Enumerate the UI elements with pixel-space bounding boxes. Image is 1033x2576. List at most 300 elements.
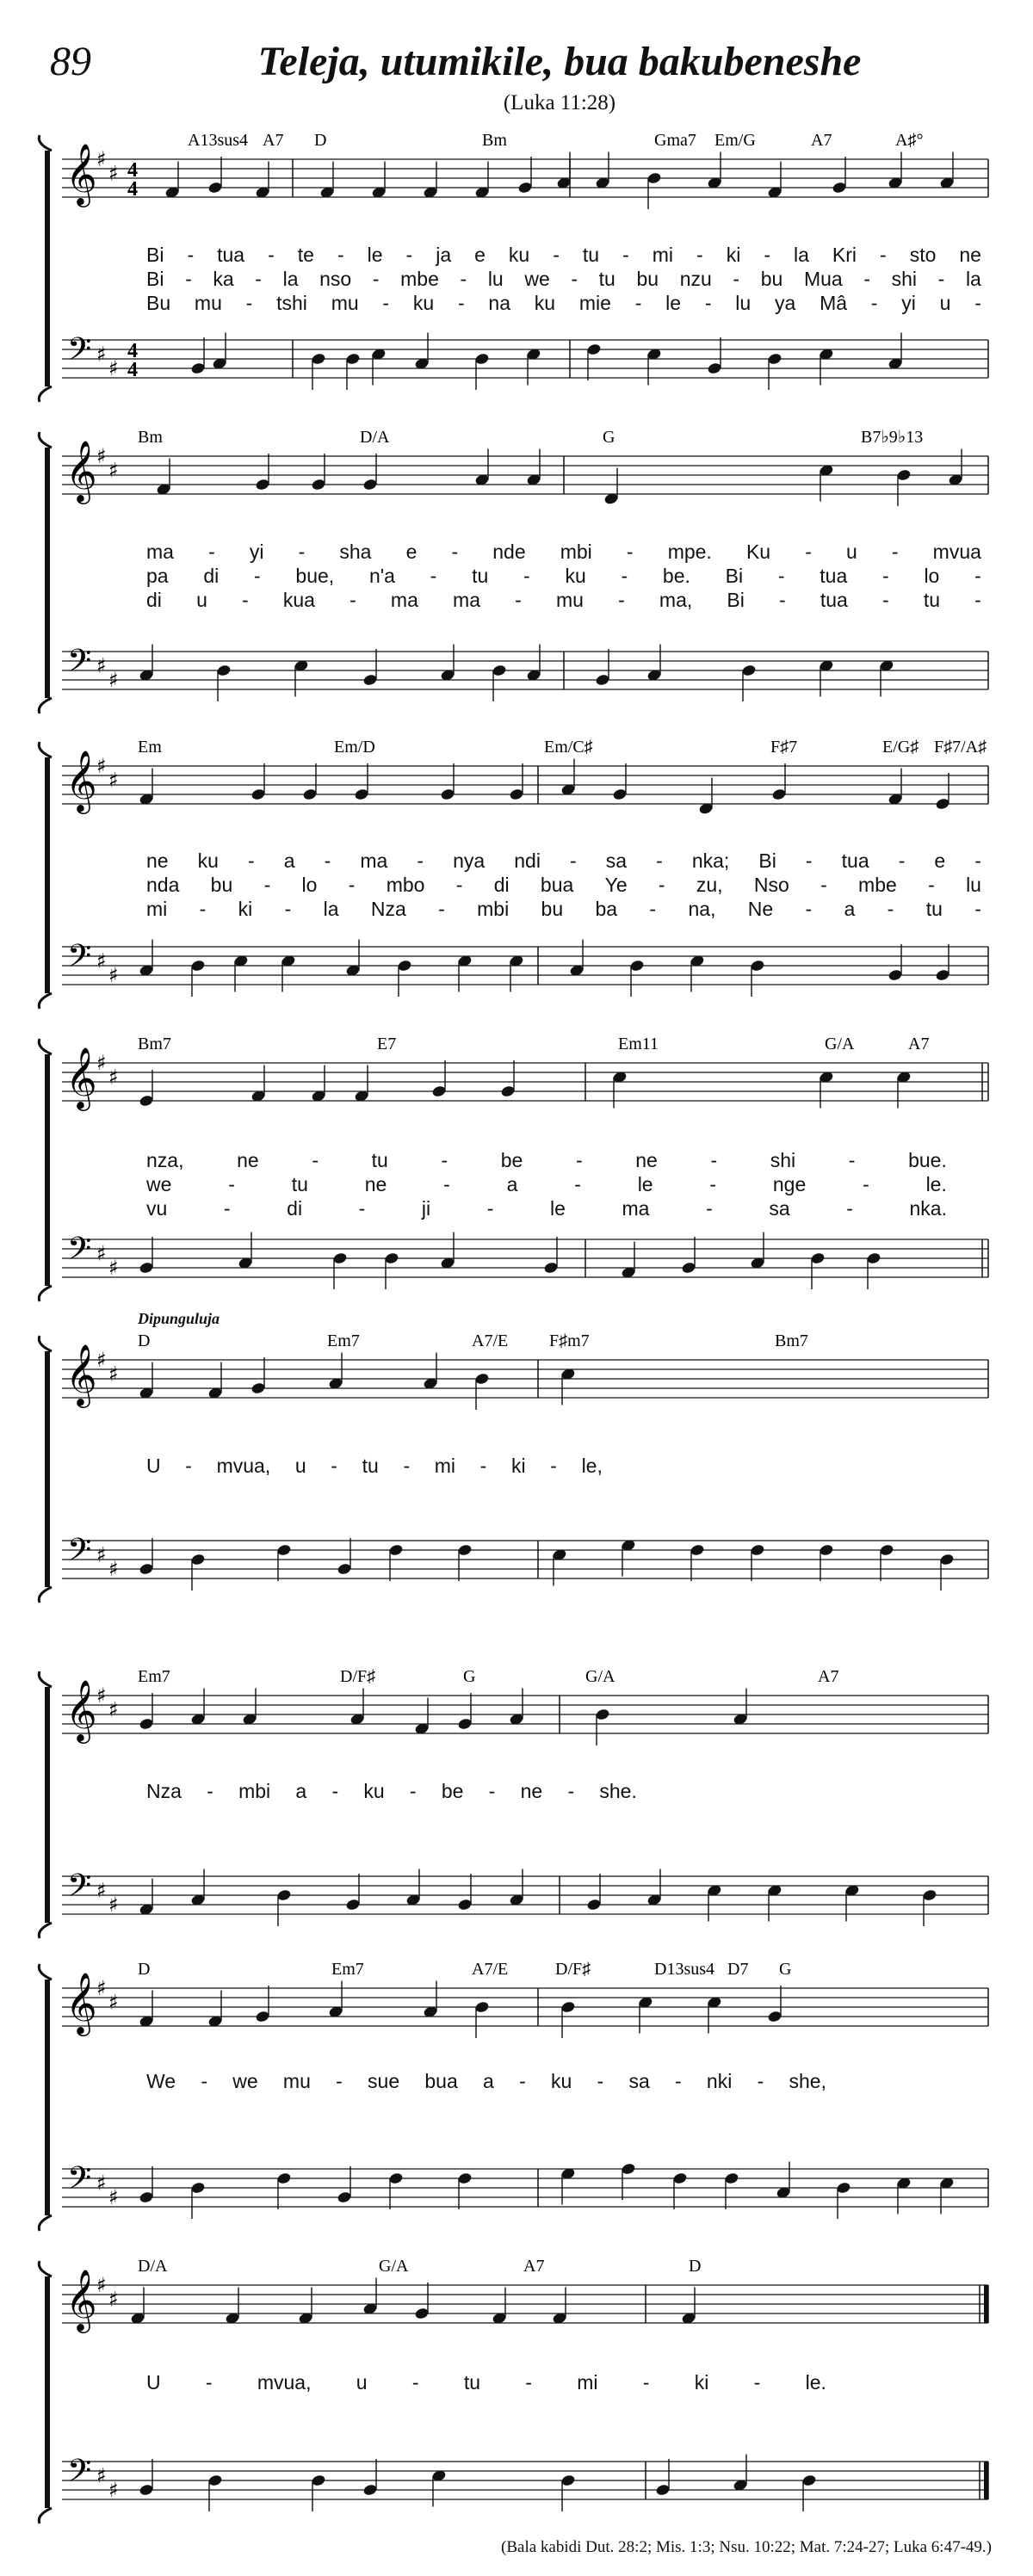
note <box>457 1693 473 1731</box>
lyric-syllable: ba <box>595 898 618 920</box>
lyric-hyphen: - <box>223 1197 231 1220</box>
lyric-line <box>146 589 981 612</box>
lyric-hyphen: - <box>709 1173 717 1195</box>
treble-staff <box>62 766 988 804</box>
lyric-syllable: we <box>146 1173 172 1195</box>
note <box>888 333 903 371</box>
treble-clef-icon: 𝄞 <box>65 1678 97 1741</box>
lyric-syllable: ku <box>508 244 530 266</box>
note <box>251 1357 266 1395</box>
lyric-line <box>146 874 981 897</box>
key-signature-sharp-icon: ♯ <box>96 2273 107 2297</box>
lyric-syllable: ku <box>197 849 219 872</box>
chord-symbol: G <box>463 1667 476 1686</box>
lyric-syllable: ndi <box>514 849 541 872</box>
chord-symbol: G/A <box>825 1035 855 1053</box>
lyric-syllable: na, <box>688 898 716 920</box>
lyric-syllable: ku <box>550 2070 572 2092</box>
note <box>836 2181 851 2219</box>
lyric-hyphen: - <box>863 268 870 290</box>
note <box>935 944 950 982</box>
chord-symbol: A7/E <box>472 1960 509 1979</box>
lyric-syllable: tu <box>598 268 615 290</box>
lyric-hyphen: - <box>805 898 813 920</box>
chord-symbol: A7 <box>523 2257 545 2276</box>
lyric-hyphen: - <box>974 589 981 611</box>
chord-symbol: G <box>779 1960 792 1979</box>
key-signature-sharp-icon: ♯ <box>96 1348 107 1372</box>
lyric-syllable: ne <box>520 1780 543 1802</box>
lyric-syllable: tua <box>841 849 869 872</box>
footer-references: (Bala kabidi Dut. 28:2; Mis. 1:3; Nsu. 10:22; Mat. 7:24-27; Luka 6:47-49.) <box>501 2538 992 2556</box>
note <box>655 2459 671 2497</box>
lyric-syllable: We <box>146 2070 176 2092</box>
bass-staff <box>62 652 988 689</box>
lyric-hyphen: - <box>519 2070 526 2092</box>
note <box>707 152 722 190</box>
note <box>922 1888 937 1926</box>
lyric-syllable: lu <box>487 268 504 290</box>
note <box>255 1986 270 2023</box>
lyric-syllable: Bi <box>725 565 744 587</box>
note <box>345 940 361 978</box>
note <box>251 1066 266 1103</box>
note <box>431 1060 447 1098</box>
system-bracket <box>45 1054 50 1286</box>
final-barline <box>984 2462 988 2499</box>
lyric-syllable: yi <box>901 292 916 314</box>
note <box>935 773 950 811</box>
key-signature-sharp-icon: ♯ <box>96 1542 107 1567</box>
lyric-hyphen: - <box>372 268 380 290</box>
lyric-hyphen: - <box>201 2070 208 2092</box>
lyric-hyphen: - <box>974 565 981 587</box>
lyric-syllable: tua <box>217 244 245 266</box>
note <box>440 1232 455 1270</box>
note <box>405 1869 421 1907</box>
lyric-syllable: bu <box>210 874 233 896</box>
note <box>298 2288 313 2326</box>
lyric-syllable: sa <box>605 849 628 872</box>
lyric-syllable: sa <box>628 2070 650 2092</box>
lyric-hyphen: - <box>649 898 657 920</box>
chord-symbol: D <box>689 2257 702 2276</box>
note <box>139 1693 154 1731</box>
treble-clef-icon: 𝄞 <box>65 1343 97 1405</box>
lyric-syllable: Bi <box>727 589 745 611</box>
lyric-syllable: mie <box>578 292 611 314</box>
lyric-hyphen: - <box>348 874 356 896</box>
note <box>423 162 438 200</box>
lyric-hyphen: - <box>626 541 634 563</box>
lyric-syllable: ku <box>565 565 586 587</box>
lyric-hyphen: - <box>553 244 560 266</box>
note <box>741 664 757 701</box>
note <box>139 1538 154 1576</box>
lyric-syllable: a <box>844 898 856 920</box>
lyric-syllable: di <box>287 1197 303 1220</box>
lyric-syllable: U <box>146 2371 161 2394</box>
lyric-syllable: e <box>474 244 486 266</box>
key-signature-sharp-icon: ♯ <box>96 2171 107 2196</box>
note <box>776 2162 791 2200</box>
note <box>560 2167 576 2205</box>
note <box>397 959 412 997</box>
note <box>707 1884 722 1922</box>
lyric-hyphen: - <box>523 565 530 587</box>
lyric-hyphen: - <box>675 2070 682 2092</box>
note <box>328 1981 343 2019</box>
lyric-syllable: le <box>637 1173 653 1195</box>
note <box>457 2171 473 2209</box>
chord-symbol: D <box>314 131 327 150</box>
chord-symbol: Em7 <box>327 1331 360 1350</box>
note <box>423 1981 438 2019</box>
note <box>681 1237 696 1275</box>
lyric-syllable: ne <box>959 244 981 266</box>
lyric-hyphen: - <box>805 541 812 563</box>
note <box>457 1543 473 1581</box>
note <box>819 464 834 502</box>
note <box>371 162 387 200</box>
time-signature: 4 <box>127 359 138 381</box>
key-signature-sharp-icon: ♯ <box>108 768 119 793</box>
chord-symbol: D/F♯ <box>340 1667 376 1686</box>
lyric-syllable: vu <box>146 1197 168 1220</box>
note <box>767 1986 782 2023</box>
lyric-syllable: nka. <box>909 1197 947 1220</box>
note <box>319 162 335 200</box>
lyric-syllable: ji <box>421 1197 431 1220</box>
note <box>251 763 266 801</box>
note <box>646 348 662 386</box>
note <box>621 1539 636 1577</box>
chord-symbol: Em <box>138 738 162 757</box>
note <box>440 645 455 683</box>
key-signature-sharp-icon: ♯ <box>108 458 119 483</box>
lyric-syllable: tu <box>371 1149 388 1171</box>
lyric-hyphen: - <box>417 849 424 872</box>
lyric-syllable: shi <box>770 1149 796 1171</box>
note <box>457 1874 473 1912</box>
note <box>896 1071 912 1109</box>
lyric-syllable: shi <box>891 268 918 290</box>
lyric-hyphen: - <box>937 268 945 290</box>
note <box>139 940 154 978</box>
lyric-syllable: Bi <box>146 244 164 266</box>
note <box>509 954 524 992</box>
note <box>474 1372 490 1410</box>
lyric-hyphen: - <box>451 541 459 563</box>
note <box>646 171 662 209</box>
lyric-syllable: u <box>356 2371 368 2394</box>
note <box>767 1884 782 1922</box>
key-signature-sharp-icon: ♯ <box>96 147 107 171</box>
key-signature-sharp-icon: ♯ <box>96 1683 107 1708</box>
lyric-hyphen: - <box>324 849 331 872</box>
note <box>569 940 585 978</box>
lyric-hyphen: - <box>881 589 889 611</box>
key-signature-sharp-icon: ♯ <box>108 2185 119 2209</box>
lyric-syllable: mbe <box>858 874 897 896</box>
lyric-syllable: bu <box>541 898 564 920</box>
lyric-syllable: tua <box>820 589 848 611</box>
lyric-syllable: mi <box>146 898 168 920</box>
note <box>948 449 963 487</box>
treble-staff <box>62 456 988 494</box>
key-signature-sharp-icon: ♯ <box>108 161 119 186</box>
lyric-syllable: kua <box>282 589 315 611</box>
lyric-syllable: she. <box>599 1780 637 1802</box>
lyric-syllable: be. <box>662 565 690 587</box>
bass-staff <box>62 2462 988 2499</box>
note <box>672 2171 688 2209</box>
lyric-hyphen: - <box>642 2371 650 2394</box>
lyric-hyphen: - <box>457 292 465 314</box>
note <box>819 1543 834 1581</box>
note <box>255 162 270 200</box>
lyric-hyphen: - <box>441 1149 448 1171</box>
bass-clef-icon: 𝄢 <box>67 1532 92 1576</box>
note <box>207 1991 223 2029</box>
lyric-line <box>146 2070 826 2093</box>
lyric-syllable: u <box>196 589 207 611</box>
note <box>707 1996 722 2034</box>
lyric-syllable: mpe. <box>667 541 712 563</box>
lyric-line <box>146 2371 826 2394</box>
lyric-hyphen: - <box>618 589 625 611</box>
note <box>414 1698 430 1736</box>
note <box>612 763 628 801</box>
lyric-syllable: nso <box>319 268 352 290</box>
note <box>337 1538 352 1576</box>
note <box>750 1543 765 1581</box>
system-bracket <box>45 1687 50 1923</box>
lyric-syllable: mvua, <box>257 2371 312 2394</box>
lyric-line <box>146 292 981 315</box>
lyric-syllable: nge <box>772 1173 807 1195</box>
lyric-hyphen: - <box>622 244 629 266</box>
system-bracket <box>45 2276 50 2508</box>
lyric-line <box>146 565 981 588</box>
note <box>255 454 270 491</box>
note <box>733 2455 748 2493</box>
key-signature-sharp-icon: ♯ <box>96 653 107 678</box>
lyric-syllable: ne <box>364 1173 387 1195</box>
lyric-syllable: sto <box>909 244 937 266</box>
lyric-syllable: la <box>965 268 981 290</box>
scripture-reference: (Luka 11:28) <box>503 91 616 114</box>
key-signature-sharp-icon: ♯ <box>108 963 119 987</box>
lyric-syllable: ya <box>774 292 796 314</box>
lyric-syllable: le. <box>925 1173 947 1195</box>
note <box>474 2000 490 2038</box>
lyric-hyphen: - <box>891 541 899 563</box>
note <box>552 1548 567 1586</box>
note <box>423 1353 438 1391</box>
lyric-hyphen: - <box>515 589 522 611</box>
note <box>646 645 662 683</box>
chord-symbol: E7 <box>377 1035 397 1053</box>
key-signature-sharp-icon: ♯ <box>108 2478 119 2502</box>
lyric-hyphen: - <box>704 292 712 314</box>
chord-symbol: Bm7 <box>138 1035 171 1053</box>
note <box>509 1689 524 1727</box>
chord-symbol: Gma7 <box>654 131 696 150</box>
note <box>621 2162 636 2200</box>
lyric-hyphen: - <box>268 244 275 266</box>
lyric-line <box>146 1149 947 1172</box>
note <box>388 1543 404 1581</box>
chord-symbol: D <box>138 1960 151 1979</box>
lyric-syllable: mvua <box>932 541 981 563</box>
note <box>879 659 894 697</box>
lyric-hyphen: - <box>460 268 467 290</box>
lyric-hyphen: - <box>337 244 344 266</box>
note <box>276 1543 292 1581</box>
treble-staff <box>62 1063 988 1101</box>
lyric-hyphen: - <box>486 1197 494 1220</box>
lyric-hyphen: - <box>199 898 207 920</box>
lyric-syllable: mu <box>331 292 359 314</box>
note <box>888 944 903 982</box>
note <box>595 649 610 687</box>
lyric-line <box>146 1780 637 1803</box>
lyric-syllable: nzu <box>679 268 712 290</box>
key-signature-sharp-icon: ♯ <box>96 1976 107 2000</box>
note <box>276 1888 292 1926</box>
lyric-syllable: bua <box>424 2070 458 2092</box>
hymn-number: 89 <box>50 39 91 84</box>
lyric-hyphen: - <box>696 244 703 266</box>
note <box>474 352 490 390</box>
key-signature-sharp-icon: ♯ <box>108 1065 119 1090</box>
note <box>819 659 834 697</box>
lyric-hyphen: - <box>570 849 577 872</box>
lyric-hyphen: - <box>185 1455 192 1477</box>
treble-clef-icon: 𝄞 <box>65 1971 97 2034</box>
lyric-syllable: ma <box>622 1197 650 1220</box>
lyric-hyphen: - <box>753 2371 761 2394</box>
lyric-syllable: tu <box>925 898 943 920</box>
note <box>207 2474 223 2511</box>
chord-symbol: A♯° <box>895 131 924 150</box>
chord-symbol: Em/D <box>334 738 375 757</box>
key-signature-sharp-icon: ♯ <box>96 444 107 468</box>
chord-symbol: A7 <box>811 131 832 150</box>
note <box>311 2474 326 2511</box>
lyric-line <box>146 244 981 267</box>
lyric-syllable: mbo <box>386 874 425 896</box>
lyric-syllable: mbi <box>238 1780 271 1802</box>
lyric-hyphen: - <box>870 292 878 314</box>
lyric-syllable: a <box>483 2070 494 2092</box>
note <box>595 152 610 190</box>
lyric-hyphen: - <box>550 1455 557 1477</box>
lyric-hyphen: - <box>403 1455 411 1477</box>
note <box>560 2000 576 2038</box>
lyric-hyphen: - <box>863 1173 869 1195</box>
note <box>276 2171 292 2209</box>
key-signature-sharp-icon: ♯ <box>108 1893 119 1917</box>
lyric-syllable: nza, <box>146 1149 184 1171</box>
lyric-syllable: tu <box>923 589 940 611</box>
lyric-hyphen: - <box>409 1780 417 1802</box>
lyric-hyphen: - <box>848 1149 856 1171</box>
lyric-syllable: le, <box>581 1455 603 1477</box>
key-signature-sharp-icon: ♯ <box>108 1256 119 1280</box>
lyric-syllable: le <box>665 292 682 314</box>
note <box>681 2288 696 2326</box>
bass-clef-icon: 𝄢 <box>67 1868 92 1912</box>
lyric-syllable: tu <box>582 244 600 266</box>
lyric-hyphen: - <box>777 565 785 587</box>
bass-clef-icon: 𝄢 <box>67 1231 92 1275</box>
note <box>646 1869 662 1907</box>
note <box>844 1884 860 1922</box>
note <box>190 1689 206 1727</box>
chord-symbol: G/A <box>585 1667 615 1686</box>
bass-clef-icon: 𝄢 <box>67 331 92 375</box>
lyric-syllable: Bu <box>146 292 171 314</box>
note <box>612 1071 628 1109</box>
lyric-hyphen: - <box>974 849 981 872</box>
chord-symbol: D7 <box>727 1960 749 1979</box>
lyric-syllable: ki <box>238 898 253 920</box>
lyric-syllable: sue <box>368 2070 400 2092</box>
lyric-syllable: u <box>939 292 951 314</box>
note <box>629 959 645 997</box>
lyric-line <box>146 849 981 873</box>
lyric-syllable: bu <box>636 268 659 290</box>
note <box>767 352 782 390</box>
lyric-hyphen: - <box>974 292 981 314</box>
note <box>345 352 361 390</box>
lyric-hyphen: - <box>525 2371 532 2394</box>
note <box>311 1066 326 1103</box>
lyric-hyphen: - <box>349 589 356 611</box>
note <box>526 449 541 487</box>
chord-symbol: A13sus4 <box>188 131 249 150</box>
chord-symbol: A7/E <box>472 1331 509 1350</box>
note <box>832 157 847 195</box>
bass-clef-icon: 𝄢 <box>67 2160 92 2204</box>
note <box>767 162 782 200</box>
note <box>560 2474 576 2511</box>
key-signature-sharp-icon: ♯ <box>96 1878 107 1903</box>
lyric-syllable: mbe <box>400 268 439 290</box>
note <box>311 352 326 390</box>
lyric-hyphen: - <box>248 849 255 872</box>
lyric-syllable: Nza <box>370 898 406 920</box>
note <box>216 664 232 701</box>
lyric-syllable: Ye <box>604 874 628 896</box>
note <box>698 778 714 816</box>
lyric-syllable: Nso <box>753 874 789 896</box>
lyric-hyphen: - <box>284 898 292 920</box>
section-label-refrain: Dipunguluja <box>138 1310 220 1327</box>
note <box>337 2166 352 2204</box>
note <box>332 1251 348 1289</box>
chord-symbol: Em7 <box>331 1960 364 1979</box>
lyric-hyphen: - <box>263 874 271 896</box>
chord-symbol: Em/C♯ <box>544 738 593 757</box>
lyric-syllable: nya <box>453 849 486 872</box>
treble-clef-icon: 𝄞 <box>65 1046 97 1109</box>
lyric-syllable: ma, <box>659 589 693 611</box>
lyric-line <box>146 268 981 291</box>
note <box>139 645 154 683</box>
